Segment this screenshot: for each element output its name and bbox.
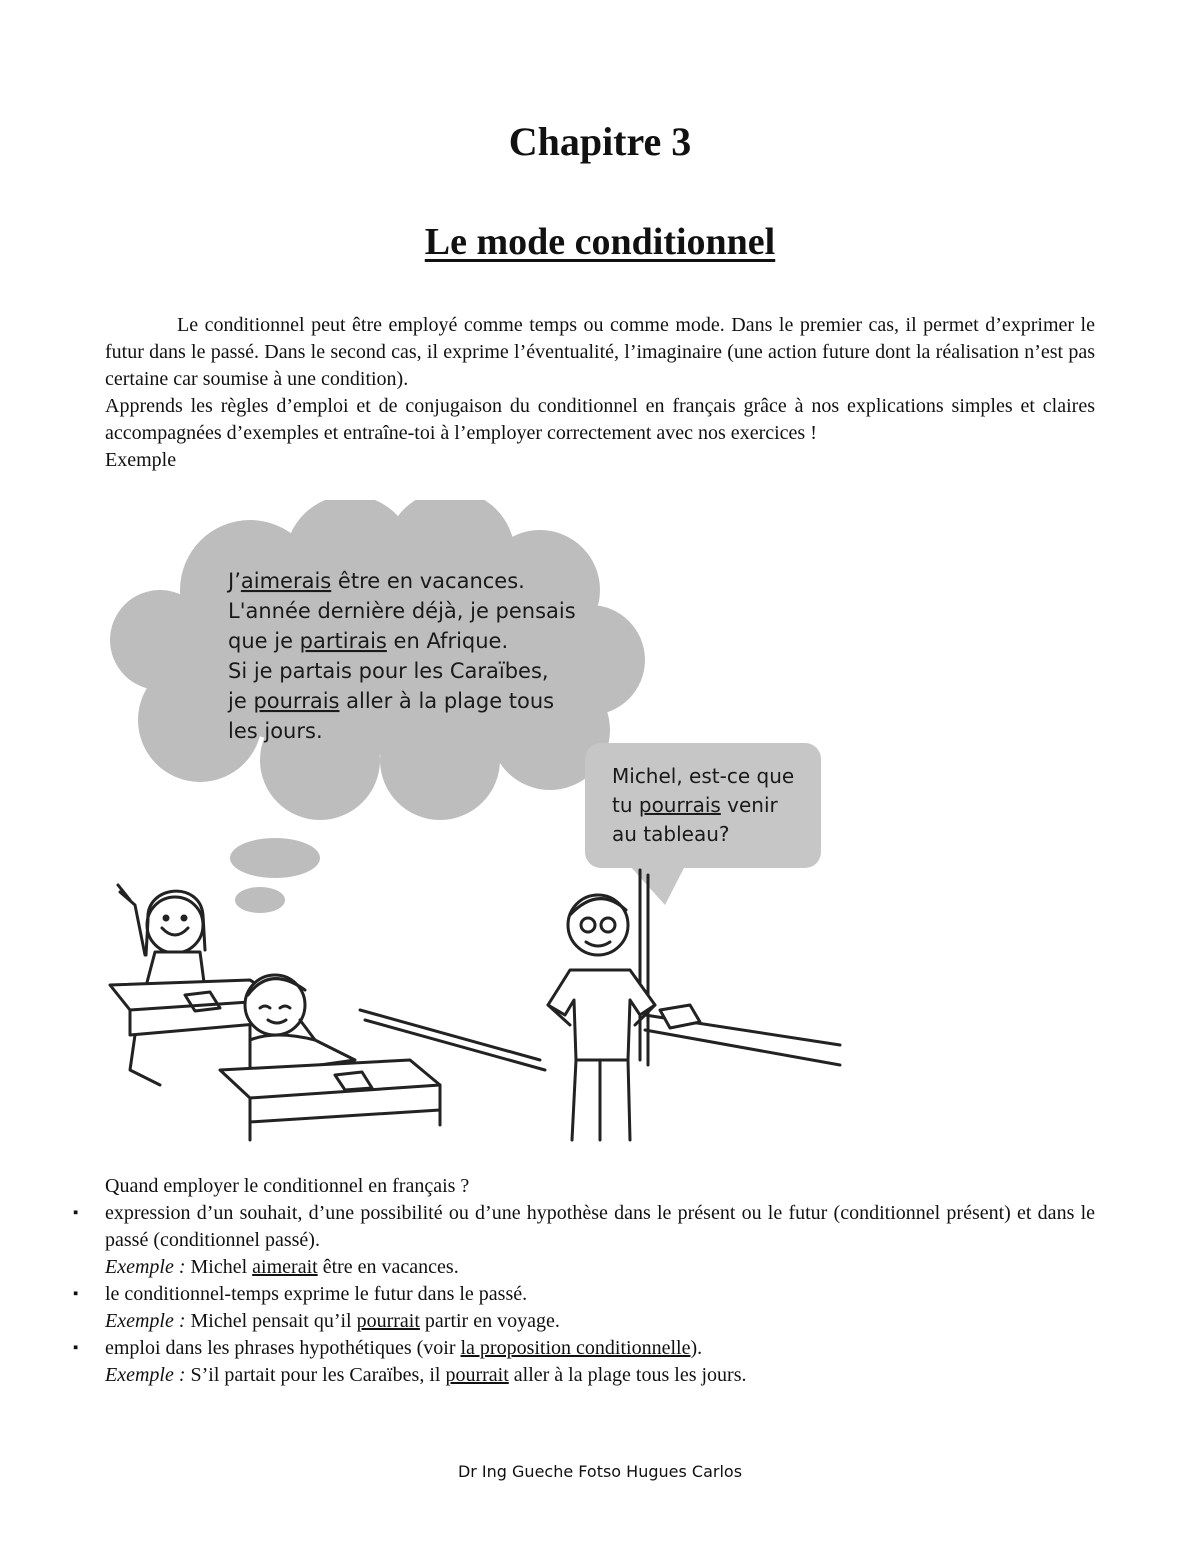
usage-rule-2: le conditionnel-temps exprime le futur dans le passé. — [105, 1283, 528, 1305]
chapter-heading: Chapitre 3 — [508, 119, 692, 164]
thought-line-6: les jours. — [228, 719, 323, 743]
sleeping-boy — [245, 975, 355, 1075]
bullet-icon: ▪ — [73, 1205, 79, 1221]
list-item — [73, 1335, 1095, 1389]
page-title — [0, 220, 1200, 264]
thought-line-2: L'année dernière déjà, je pensais — [228, 599, 576, 623]
classroom-illustration — [100, 500, 850, 1150]
speech-line-3: au tableau? — [612, 822, 730, 846]
front-desk — [220, 1060, 440, 1140]
blackboard-edge — [640, 870, 648, 1065]
usage-rule-3: emploi dans les phrases hypothétiques (voir la proposition conditionnelle). — [105, 1337, 703, 1359]
usage-rule-1: expression d’un souhait, d’une possibilité ou d’une hypothèse dans le présent ou le futur (conditionnel présent) et dans le passé (conditionnel passé). — [105, 1202, 1095, 1251]
proposition-conditionnelle-link[interactable]: la proposition conditionnelle — [460, 1337, 691, 1359]
speech-line-1: Michel, est-ce que — [612, 764, 795, 788]
teacher-figure — [548, 895, 700, 1140]
speech-line-2: tu pourrais venir — [612, 793, 778, 817]
bullet-icon: ▪ — [73, 1340, 79, 1356]
usage-example-3: Exemple : S’il partait pour les Caraïbes, il pourrait aller à la plage tous les jours. — [105, 1364, 747, 1386]
usage-example-2: Exemple : Michel pensait qu’il pourrait partir en voyage. — [105, 1310, 560, 1332]
example-label-2: Exemple : — [105, 1310, 186, 1332]
bullet-icon: ▪ — [73, 1286, 79, 1302]
thought-line-5: je pourrais aller à la plage tous — [228, 689, 555, 713]
thought-line-1: J’aimerais être en vacances. — [228, 569, 525, 593]
list-item — [73, 1200, 1095, 1281]
example-label: Exemple — [105, 449, 177, 471]
intro-paragraph-1: Le conditionnel peut être employé comme temps ou comme mode. Dans le premier cas, il permet d’exprimer le futur dans le passé. Dans le second cas, il exprime l’éventualité, l’imaginaire (une action future dont la réalisation n’est pas certaine car soumise à une condition). — [105, 314, 1095, 390]
thought-line-3: que je partirais en Afrique. — [228, 629, 509, 653]
example-label-3: Exemple : — [105, 1364, 186, 1386]
thought-line-4: Si je partais pour les Caraïbes, — [228, 659, 549, 683]
list-item — [73, 1281, 1095, 1335]
page-title-text: Le mode conditionnel — [424, 221, 776, 263]
intro-section — [105, 312, 1095, 474]
usage-section — [73, 1173, 1095, 1389]
usage-example-1: Exemple : Michel aimerait être en vacances. — [105, 1256, 459, 1278]
intro-paragraph-2: Apprends les règles d’emploi et de conjugaison du conditionnel en français grâce à nos explications simples et claires accompagnées d’exemples et entraîne-toi à l’employer correctement avec nos exercices ! — [105, 395, 1095, 444]
example-label-1: Exemple : — [105, 1256, 186, 1278]
girl-figure — [118, 885, 205, 990]
usage-question: Quand employer le conditionnel en français ? — [105, 1175, 470, 1197]
page-footer: Dr Ing Gueche Fotso Hugues Carlos — [457, 1462, 743, 1481]
usage-list — [73, 1200, 1095, 1389]
